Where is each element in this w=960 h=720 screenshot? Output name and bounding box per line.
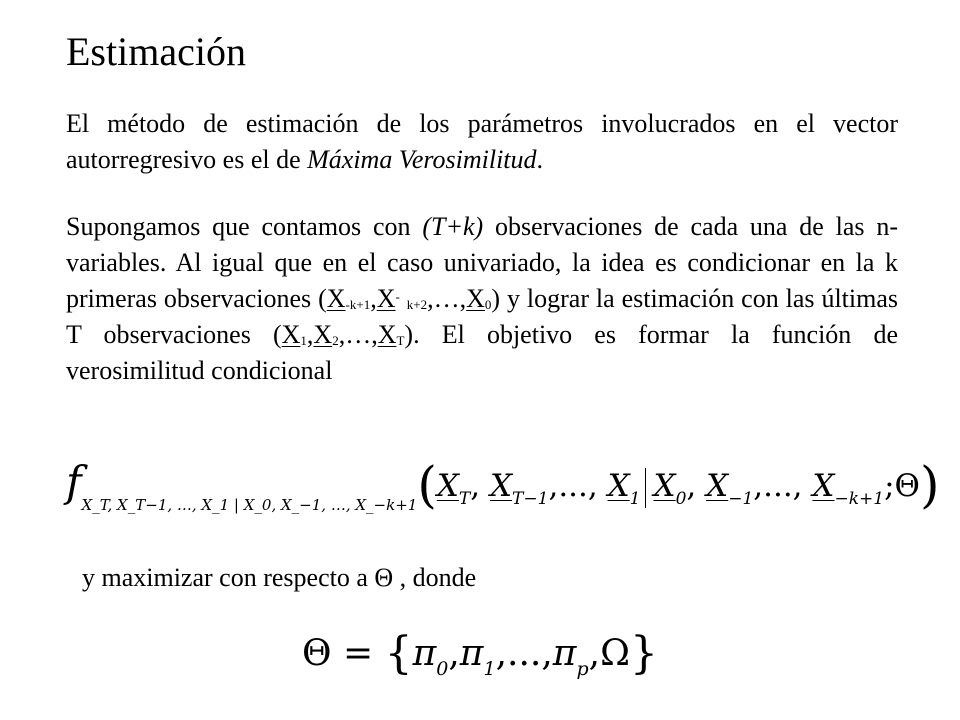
emphasis-tk: (T+k) [422,212,484,241]
vector-x: X [489,468,513,504]
pi-symbol: π [459,633,484,674]
comma: , [588,633,601,674]
comma: , [495,633,508,674]
paragraph-method-text: El método de estimación de los parámetros involucrados en el vector autorregresivo es el de [66,109,898,174]
subscript: 1 [483,658,496,680]
vector-x: X [281,320,301,349]
subscript: 2 [332,333,339,348]
slide-title: Estimación [66,29,246,74]
maximize-line: y maximizar con respecto a Θ , donde [82,563,477,592]
paragraph-method [66,106,898,178]
pi-symbol: π [552,633,577,674]
open-brace: { [384,628,413,679]
ellipsis: ..., [507,633,553,674]
subscript: p [576,658,589,680]
subscript: - [395,289,400,304]
text-segment: Supongamos que contamos con [66,212,423,241]
subscript: T [396,333,405,348]
paragraph-assumption [66,209,898,389]
subscript: −1 [728,489,754,509]
ellipsis: ,…, [427,284,467,313]
subscript: −k+1 [834,489,885,509]
text-segment: ) y lograr la estimación con las últimas T observaciones ( [66,284,899,349]
semicolon: ; [884,468,895,504]
omega-symbol: Ω [600,633,630,674]
formula-subscript: X_T, X_T−1, …, X_1 | X_0, X_−1, …, X_−k+1 [81,496,418,514]
ellipsis: ..., [558,468,598,504]
vector-x: X [326,284,346,313]
comma: , [448,633,460,674]
open-paren: ( [417,456,437,514]
subscript: 1 [629,489,641,509]
comma: , [370,284,377,313]
subscript: k+2 [406,297,428,312]
close-paren: ) [919,456,940,514]
close-brace: } [629,628,658,679]
ellipsis: ,…, [338,320,378,349]
comma: , [686,468,697,504]
vector-x: X [313,320,333,349]
text-segment: ). El objetivo es formar la función de verosimilitud condicional [66,320,898,385]
comma: , [306,320,314,349]
ellipsis: ..., [763,468,803,504]
pi-symbol: π [412,633,437,674]
function-f: f [66,457,82,506]
vector-x: X [376,284,396,313]
formula-likelihood [66,456,939,514]
subscript: T−1 [512,489,549,509]
vector-x: X [653,468,676,504]
subscript: 0 [675,489,687,509]
text-segment: observaciones de cada una de las n-variables. Al igual que en el caso univariado, la idea es condicionar en la k primeras observaciones ( [66,212,898,313]
vector-x: X [436,468,459,504]
theta-symbol: Θ [894,468,920,504]
vector-x: X [466,284,485,313]
subscript: 1 [300,333,307,348]
vector-x: X [377,320,397,349]
vector-x: X [812,468,835,504]
formula-theta [302,628,658,680]
emphasis-max-likelihood: Máxima Verosimilitud [307,145,537,174]
comma: , [548,468,559,504]
vector-x: X [706,468,729,504]
subscript: -k+1 [345,297,371,312]
comma: , [753,468,764,504]
subscript: 0 [436,658,449,680]
theta-symbol: Θ [302,633,332,674]
comma: , [470,468,481,504]
conditional-bar [645,468,646,508]
equals-sign: = [331,633,385,674]
subscript: T [458,489,471,509]
vector-x: X [607,468,630,504]
period: . [536,145,544,174]
subscript: 0 [484,297,492,312]
